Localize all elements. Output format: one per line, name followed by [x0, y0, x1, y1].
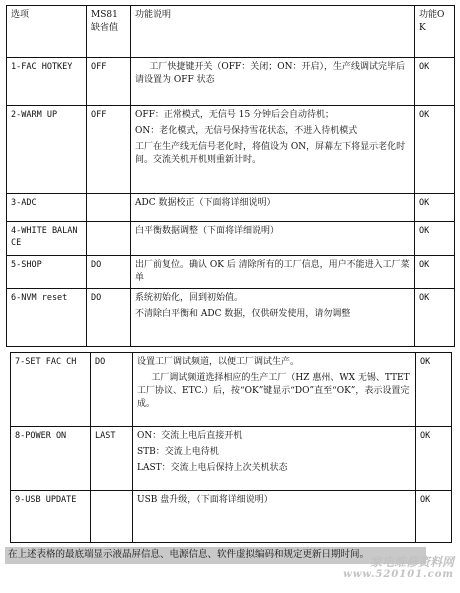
option-cell: 9-USB UPDATE: [11, 491, 91, 543]
default-cell: DO: [87, 256, 131, 289]
header-option: 选项: [7, 6, 87, 58]
ok-cell: OK: [415, 106, 455, 194]
header-ok: 功能OK: [415, 6, 455, 58]
description-text: OFF：正常模式，无信号 15 分钟后会自动待机；: [135, 110, 335, 120]
option-cell: 2-WARM UP: [7, 106, 87, 194]
default-cell: [87, 194, 131, 222]
table-row: [7, 222, 455, 256]
description-cell: [131, 194, 415, 222]
option-cell: 3-ADC: [7, 194, 87, 222]
description-text: 系统初始化，回到初始值。: [135, 293, 244, 304]
description-text: 设置工厂调试频道，以便工厂调试生产。: [137, 357, 300, 367]
table-row: [11, 427, 452, 491]
table-header-row: [7, 6, 455, 58]
description-text: 不清除白平衡和 ADC 数据，仅供研发使用，请勿调整: [135, 309, 351, 320]
description-text: ON：交流上电后直接开机: [137, 431, 243, 441]
description-cell: [131, 256, 415, 289]
description-cell: [133, 491, 416, 543]
description-text: 出厂前复位。确认 OK 后 清除所有的工厂信息，用户不能进入工厂菜单: [135, 260, 410, 284]
ok-cell: OK: [415, 194, 455, 222]
default-cell: DO: [91, 353, 133, 427]
option-cell: 7-SET FAC CH: [11, 353, 91, 427]
table-row: [7, 106, 455, 194]
description-cell: [131, 222, 415, 256]
site-watermark: [304, 556, 454, 580]
option-cell: 1-FAC HOTKEY: [7, 58, 87, 106]
description-text: LAST：交流上电后保持上次关机状态: [137, 463, 288, 474]
ok-cell: OK: [416, 491, 452, 543]
settings-table-top: [6, 5, 455, 347]
option-cell: 6-NVM reset: [7, 289, 87, 347]
settings-table-bottom: [10, 352, 452, 543]
watermark-url: www.520101.com: [343, 569, 454, 581]
header-description: 功能说明: [131, 6, 415, 58]
description-cell: [133, 427, 416, 491]
default-cell: LAST: [91, 427, 133, 491]
description-cell: [131, 58, 415, 106]
description-text: 工厂快捷键开关（OFF：关闭；ON：开启），生产线调试完毕后请设置为 OFF 状态: [135, 62, 406, 86]
description-text: USB 盘升级，（下面将详细说明）: [137, 495, 273, 505]
description-text: 白平衡数据调整（下面将详细说明）: [135, 226, 280, 236]
description-text: STB：交流上电待机: [137, 447, 219, 458]
description-cell: [131, 106, 415, 194]
ok-cell: OK: [415, 58, 455, 106]
default-cell: DO: [87, 289, 131, 347]
footnote-text: 在上述表格的最底端显示液晶屏信息、电源信息、软件虚拟编码和规定更新日期时间。: [5, 547, 426, 564]
description-cell: [133, 353, 416, 427]
option-cell: 8-POWER ON: [11, 427, 91, 491]
ok-cell: OK: [415, 256, 455, 289]
ok-cell: OK: [415, 222, 455, 256]
description-text: 工厂调试频道选择相应的生产工厂（HZ 惠州、WX 无锡、TTET 工厂协议、ETC.）后，按“OK”键显示“DO”直至“OK”，表示设置完成。: [137, 373, 410, 410]
table-row: [11, 353, 452, 427]
description-cell: [131, 289, 415, 347]
description-text: ADC 数据校正（下面将详细说明）: [135, 198, 276, 208]
default-cell: OFF: [87, 106, 131, 194]
option-cell: 5-SHOP: [7, 256, 87, 289]
default-cell: [91, 491, 133, 543]
watermark-text: 家电维修资料网: [369, 555, 454, 569]
table-row: [11, 491, 452, 543]
table-row: [7, 289, 455, 347]
table-row: [7, 256, 455, 289]
option-cell: 4-WHITE BALANCE: [7, 222, 87, 256]
default-cell: OFF: [87, 58, 131, 106]
ok-cell: OK: [416, 427, 452, 491]
description-text: ON：老化模式，无信号保持雪花状态，不进入待机模式: [135, 126, 358, 137]
ok-cell: OK: [416, 353, 452, 427]
description-text: 工厂在生产线无信号老化时，将值设为 ON，屏幕左下将显示老化时间。交流关机开机则重新计时。: [135, 142, 406, 166]
table-row: [7, 194, 455, 222]
header-default: MS81 缺省值: [87, 6, 131, 58]
ok-cell: OK: [415, 289, 455, 347]
default-cell: [87, 222, 131, 256]
table-row: [7, 58, 455, 106]
